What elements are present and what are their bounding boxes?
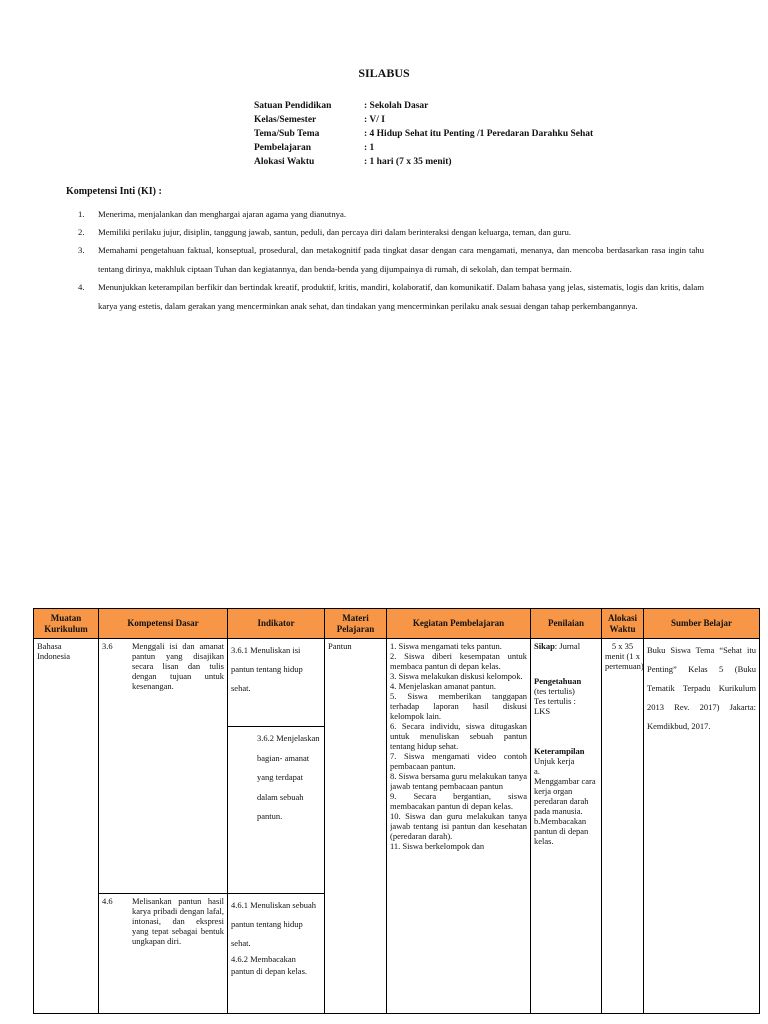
cell-materi	[325, 639, 387, 1014]
ki-item	[78, 205, 704, 224]
header-penilaian: Penilaian	[531, 609, 602, 639]
pengetahuan-line: Tes tertulis :	[534, 696, 576, 706]
meta-label: Satuan Pendidikan	[254, 101, 332, 111]
meta-value: : Sekolah Dasar	[364, 101, 429, 111]
meta-label: Pembelajaran	[254, 143, 311, 153]
meta-value: : 1	[364, 143, 375, 153]
ki-list	[78, 205, 704, 315]
header-alokasi: Alokasi Waktu	[602, 609, 644, 639]
document-title: SILABUS	[358, 66, 410, 80]
list-item: 3. Siswa melakukan diskusi kelompok.	[390, 671, 523, 681]
header-sumber: Sumber Belajar	[644, 609, 760, 639]
meta-row	[254, 99, 593, 113]
list-item: 7. Siswa mengamati video contoh pembacaan pantun.	[390, 751, 527, 771]
kd-text: Melisankan pantun hasil karya pribadi dengan lafal, intonasi, dan ekspresi yang tepat sebagai bentuk ungkapan diri.	[132, 896, 224, 946]
meta-value: : 1 hari (7 x 35 menit)	[364, 157, 452, 167]
list-item: 8. Siswa bersama guru melakukan tanya jawab tentang pembacaan pantun	[390, 771, 527, 791]
list-item: 6. Secara individu, siswa ditugaskan untuk menuliskan sebuah pantun tentang hidup sehat.	[390, 721, 527, 751]
pengetahuan-line: (tes tertulis)	[534, 686, 575, 696]
header-kegiatan: Kegiatan Pembelajaran	[387, 609, 531, 639]
table-header-row	[34, 609, 760, 639]
ki-number: 1.	[78, 209, 85, 219]
ki-text: Menerima, menjalankan dan menghargai ajaran agama yang dianutnya.	[98, 209, 347, 219]
list-item: 11. Siswa berkelompok dan	[390, 841, 485, 851]
keterampilan-line: a.	[534, 766, 540, 776]
keterampilan-line: b.Membacakan pantun di depan kelas.	[534, 816, 589, 846]
keterampilan-line: Menggambar cara kerja organ peredaran darah pada manusia.	[534, 776, 596, 816]
cell-ind1	[228, 639, 325, 727]
indicator-text: 4.6.2 Membacakan pantun di depan kelas.	[231, 954, 308, 976]
ki-number: 2.	[78, 227, 85, 237]
kd-entry	[102, 896, 224, 946]
keterampilan-label: Keterampilan	[534, 746, 585, 756]
list-item: 5. Siswa memberikan tanggapan terhadap laporan hasil diskusi kelompok lain.	[390, 691, 527, 721]
header-muatan: Muatan Kurikulum	[34, 609, 99, 639]
meta-value: : 4 Hidup Sehat itu Penting /1 Peredaran Darahku Sehat	[364, 129, 594, 139]
keterampilan-line: Unjuk kerja	[534, 756, 575, 766]
sikap-row	[534, 641, 598, 651]
ki-heading: Kompetensi Inti (KI) :	[66, 186, 162, 197]
kd-text: Menggali isi dan amanat pantun yang disajikan secara lisan dan tulis dengan tujuan untuk kesenangan.	[132, 641, 224, 691]
meta-label: Alokasi Waktu	[254, 157, 315, 167]
indicator-text: 3.6.1 Menuliskan isi pantun tentang hidup sehat.	[231, 645, 303, 693]
ki-item	[78, 278, 704, 316]
cell-kd1	[99, 639, 228, 894]
header-indikator: Indikator	[228, 609, 325, 639]
alokasi-text: 5 x 35 menit (1 x pertemuan)	[605, 641, 644, 671]
cell-ind2	[228, 727, 325, 894]
cell-ind3	[228, 894, 325, 1014]
sikap-value: : Jurnal	[554, 641, 581, 651]
meta-row	[254, 155, 593, 169]
ki-number: 4.	[78, 282, 85, 292]
muatan-text: Bahasa Indonesia	[37, 641, 71, 661]
identity-block	[254, 99, 593, 169]
ki-text: Menunjukkan keterampilan berfikir dan bertindak kreatif, produktif, kritis, mandiri, kolaboratif, dan komunikatif. Dalam bahasa yang jelas, sistematis, logis dan kritis, dalam karya yang estetis, dalam gerakan yang mencerminkan anak sehat, dan tindakan yang mencerminkan perilaku anak sesuai dengan tahap perkembangannya.	[98, 282, 704, 311]
list-item: 1. Siswa mengamati teks pantun.	[390, 641, 502, 651]
ki-item	[78, 223, 704, 242]
penilaian-block	[534, 641, 598, 1001]
cell-muatan	[34, 639, 99, 1014]
meta-label: Kelas/Semester	[254, 115, 317, 125]
kd-entry	[102, 641, 224, 691]
kd-number: 3.6	[102, 641, 113, 651]
kd-number: 4.6	[102, 896, 113, 906]
list-item: 2. Siswa diberi kesempatan untuk membaca pantun di depan kelas.	[390, 651, 527, 671]
ki-text: Memiliki perilaku jujur, disiplin, tanggung jawab, santun, peduli, dan percaya diri dalam berinteraksi dengan keluarga, teman, dan guru.	[98, 227, 572, 237]
ki-item	[78, 241, 704, 279]
list-item: 10. Siswa dan guru melakukan tanya jawab tentang isi pantun dan kesehatan (peredaran darah).	[390, 811, 527, 841]
meta-value: : V/ I	[364, 115, 385, 125]
list-item: 9. Secara bergantian, siswa membacakan pantun di depan kelas.	[390, 791, 527, 811]
meta-label: Tema/Sub Tema	[254, 129, 320, 139]
meta-row	[254, 113, 593, 127]
header-materi: Materi Pelajaran	[325, 609, 387, 639]
table-row	[34, 639, 760, 727]
meta-row	[254, 141, 593, 155]
kegiatan-list	[390, 641, 527, 1001]
materi-text: Pantun	[328, 641, 352, 651]
ki-number: 3.	[78, 245, 85, 255]
meta-row	[254, 127, 593, 141]
pengetahuan-line: LKS	[534, 706, 551, 716]
sikap-label: Sikap	[534, 641, 555, 651]
cell-kd2	[99, 894, 228, 1014]
pengetahuan-label: Pengetahuan	[534, 676, 582, 686]
cell-alokasi	[602, 639, 644, 1014]
sumber-text: Buku Siswa Tema “Sehat itu Penting” Kelas 5 (Buku Tematik Terpadu Kurikulum 2013 Rev. 2017) Jakarta: Kemdikbud, 2017.	[647, 645, 756, 731]
cell-penilaian	[531, 639, 602, 1014]
cell-sumber	[644, 639, 760, 1014]
list-item: 4. Menjelaskan amanat pantun.	[390, 681, 496, 691]
header-kompetensi: Kompetensi Dasar	[99, 609, 228, 639]
cell-kegiatan	[387, 639, 531, 1014]
syllabus-table	[33, 608, 760, 1014]
indicator-text: 4.6.1 Menuliskan sebuah pantun tentang hidup sehat.	[231, 900, 316, 948]
ki-text: Memahami pengetahuan faktual, konseptual, prosedural, dan metakognitif pada tingkat dasar dengan cara mengamati, menanya, dan mencoba berdasarkan rasa ingin tahu tentang dirinya, makhluk ciptaan Tuhan dan kegiatannya, dan benda-benda yang dijumpainya di rumah, di sekolah, dan tempat bermain.	[98, 245, 704, 274]
indicator-text: 3.6.2 Menjelaskan bagian- amanat yang terdapat dalam sebuah pantun.	[257, 733, 320, 821]
